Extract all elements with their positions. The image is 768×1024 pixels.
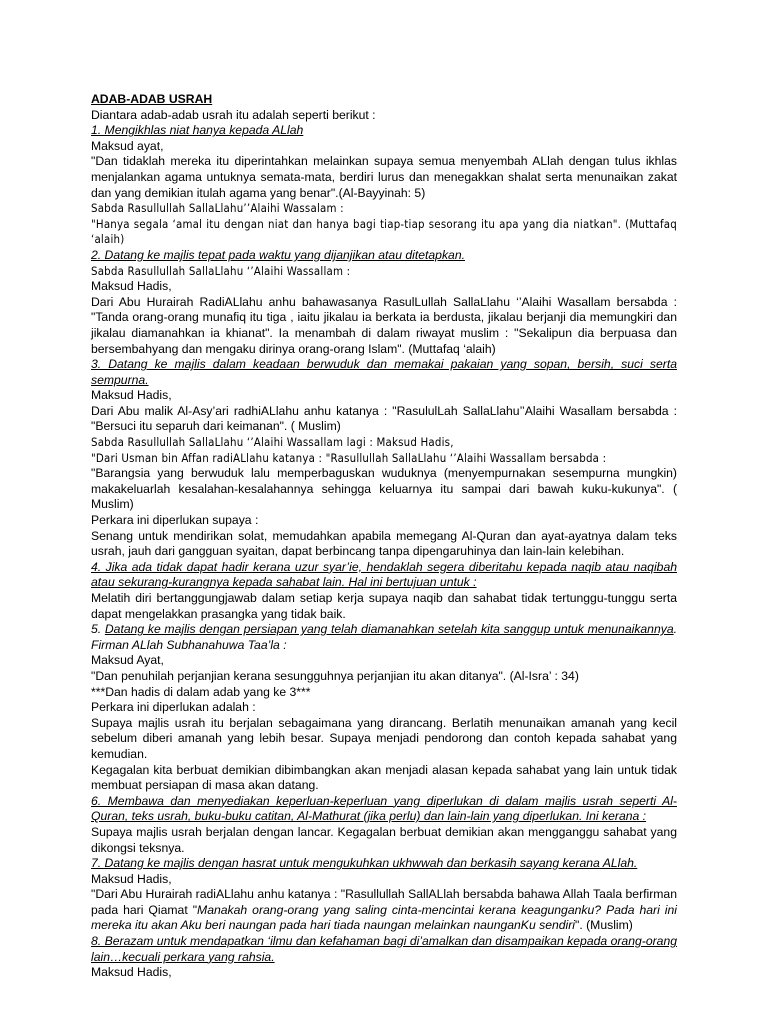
hadith-intro: "Dari Abu Hurairah radiALlahu anhu katanya : "Rasullullah SallALlah bersabda bahawa Allah Taala berfirman pada hari Qiamat " bbox=[91, 887, 677, 917]
adab-number: 5. bbox=[91, 622, 102, 637]
adab-heading-1: 1. Mengikhlas niat hanya kepada ALlah bbox=[91, 123, 304, 138]
purpose-label: Perkara ini diperlukan supaya : bbox=[91, 513, 259, 528]
hadith-quote: "Dari Usman bin Affan radiALlahu katanya : "Rasullullah SallaLlahu ‘’Alaihi Wassallam bersabda : bbox=[91, 450, 607, 465]
quote-line: "Dan penuhilah perjanjian kerana sesungguhnya perjanjian itu akan ditanya". (Al-Isra’ : 34) bbox=[91, 668, 579, 683]
adab-heading-text: Datang ke majlis dengan persiapan yang telah diamanahkan setelah kita sanggup untuk menunaikannya bbox=[104, 622, 674, 637]
hadith-paragraph: Dari Abu Hurairah RadiALlahu anhu bahawasanya RasulLullah SallaLlahu ‘’Alaihi Wasallam bersabda : "Tanda orang-orang munafiq itu tiga , iaitu jikalau ia berkata ia berdusta, jikalau berjanji dia memungkiri dan jikalau diamanahkan ia khianat". Ia menambah di dalam riwayat muslim : "Sekalipun dia berpuasa dan bersembahyang dan mengaku dirinya orang-orang Islam". (Muttafaq ‘alaih) bbox=[91, 294, 677, 356]
note-line: ***Dan hadis di dalam adab yang ke 3*** bbox=[91, 684, 311, 699]
sabda-line: Sabda Rasullullah SallaLlahu ‘’Alaihi Wassallam : bbox=[91, 263, 351, 278]
purpose-paragraph: Supaya majlis usrah berjalan dengan lancar. Kegagalan berbuat demikian akan mengganggu sahabat yang dikongsi teksnya. bbox=[91, 824, 677, 855]
hadith-italic: Manakah orang-orang yang saling cinta-mencintai kerana keagunganku? Pada hari ini mereka itu akan Aku beri naungan pada hari tiada naungan melainkan naunganKu sendiri bbox=[91, 902, 678, 933]
maksud-label: Maksud Hadis, bbox=[91, 388, 172, 403]
purpose-paragraph: Melatih diri bertanggungjawab dalam setiap kerja supaya naqib dan sahabat tidak tertunggu-tunggu serta dapat mengelakkan prasangka yang tidak baik. bbox=[91, 591, 677, 621]
hadith-quote: "Hanya segala ‘amal itu dengan niat dan hanya bagi tiap-tiap sesorang itu apa yang dia niatkan". (Muttafaq ‘alaih) bbox=[91, 216, 677, 247]
hadith-paragraph bbox=[91, 887, 677, 934]
adab-heading-4: 4. Jika ada tidak dapat hadir kerana uzur syar’ie, hendaklah segera diberitahu kepada naqib atau naqibah atau sekurang-kurangnya kepada sahabat lain. Hal ini bertujuan untuk : bbox=[91, 559, 677, 590]
document-title: ADAB-ADAB USRAH bbox=[91, 92, 213, 106]
quote-paragraph: "Dan tidaklah mereka itu diperintahkan melainkan supaya semua menyembah ALlah dengan tulus ikhlas menjalankan agama untuknya semata-mata, berdiri lurus dan menegakkan shalat serta menunaikan zakat dan yang demikian itulah agama yang benar".(Al-Bayyinah: 5) bbox=[91, 154, 677, 200]
purpose-paragraph: Supaya majlis usrah itu berjalan sebagaimana yang dirancang. Berlatih menunaikan amanah yang kecil sebelum diberi amanah yang lebih besar. Supaya menjadi pendorong dan contoh kepada sahabat yang kemudian. bbox=[91, 715, 677, 761]
adab-heading-8: 8. Berazam untuk mendapatkan ‘ilmu dan kefahaman bagi di’amalkan dan disampaikan kepada orang-orang lain…kecuali perkara yang rahsia. bbox=[91, 934, 677, 964]
document-page bbox=[91, 92, 677, 981]
adab-heading-5 bbox=[91, 622, 677, 653]
maksud-label: Maksud Hadis, bbox=[91, 871, 172, 886]
hadith-source: ". (Muslim) bbox=[575, 918, 633, 933]
adab-heading-6: 6. Membawa dan menyediakan keperluan-keperluan yang diperlukan di dalam majlis usrah seperti Al-Quran, teks usrah, buku-buku catitan, Al-Mathurat (jika perlu) dan lain-lain yang diperlukan. Ini kerana : bbox=[91, 793, 677, 824]
maksud-label: Maksud Hadis, bbox=[91, 965, 172, 980]
sabda-line: Sabda Rasullullah SallaLlahu ‘’Alaihi Wassallam lagi : Maksud Hadis, bbox=[91, 435, 454, 450]
firman-text: . Firman ALlah Subhanahuwa Taa’la : bbox=[91, 622, 678, 652]
adab-heading-3: 3. Datang ke majlis dalam keadaan berwuduk dan memakai pakaian yang sopan, bersih, suci serta sempurna. bbox=[91, 357, 677, 387]
purpose-label: Perkara ini diperlukan adalah : bbox=[91, 700, 256, 715]
maksud-label: Maksud Ayat, bbox=[91, 653, 164, 668]
hadith-paragraph: "Barangsia yang berwuduk lalu memperbaguskan wuduknya (menyempurnakan sesempurna mungkin) makakeluarlah kesalahan-kesalahannya sehingga keluarnya itu sampai dari bawah kuku-kukunya". ( Muslim) bbox=[91, 466, 677, 512]
maksud-label: Maksud ayat, bbox=[91, 138, 164, 153]
adab-heading-7: 7. Datang ke majlis dengan hasrat untuk mengukuhkan ukhwwah dan berkasih sayang kerana ALlah. bbox=[91, 856, 638, 871]
intro-line: Diantara adab-adab usrah itu adalah seperti berikut : bbox=[91, 107, 376, 122]
adab-heading-2: 2. Datang ke majlis tepat pada waktu yang dijanjikan atau ditetapkan. bbox=[91, 247, 465, 262]
purpose-paragraph: Senang untuk mendirikan solat, memudahkan apabila memegang Al-Quran dan ayat-ayatnya dalam teks usrah, jauh dari gangguan syaitan, dapat berbincang tanpa dipengaruhinya dan lain-lain kelebihan. bbox=[91, 528, 677, 559]
maksud-label: Maksud Hadis, bbox=[91, 279, 172, 294]
purpose-paragraph: Kegagalan kita berbuat demikian dibimbangkan akan menjadi alasan kepada sahabat yang lain untuk tidak membuat persiapan di masa akan datang. bbox=[91, 762, 677, 793]
sabda-line: Sabda Rasullullah SallaLlahu’’Alaihi Wassalam : bbox=[91, 201, 344, 216]
hadith-paragraph: Dari Abu malik Al-Asy’ari radhiALlahu anhu katanya : "RasululLah SallaLlahu’’Alaihi Wasallam bersabda : "Bersuci itu separuh dari keimanan". ( Muslim) bbox=[91, 403, 677, 434]
